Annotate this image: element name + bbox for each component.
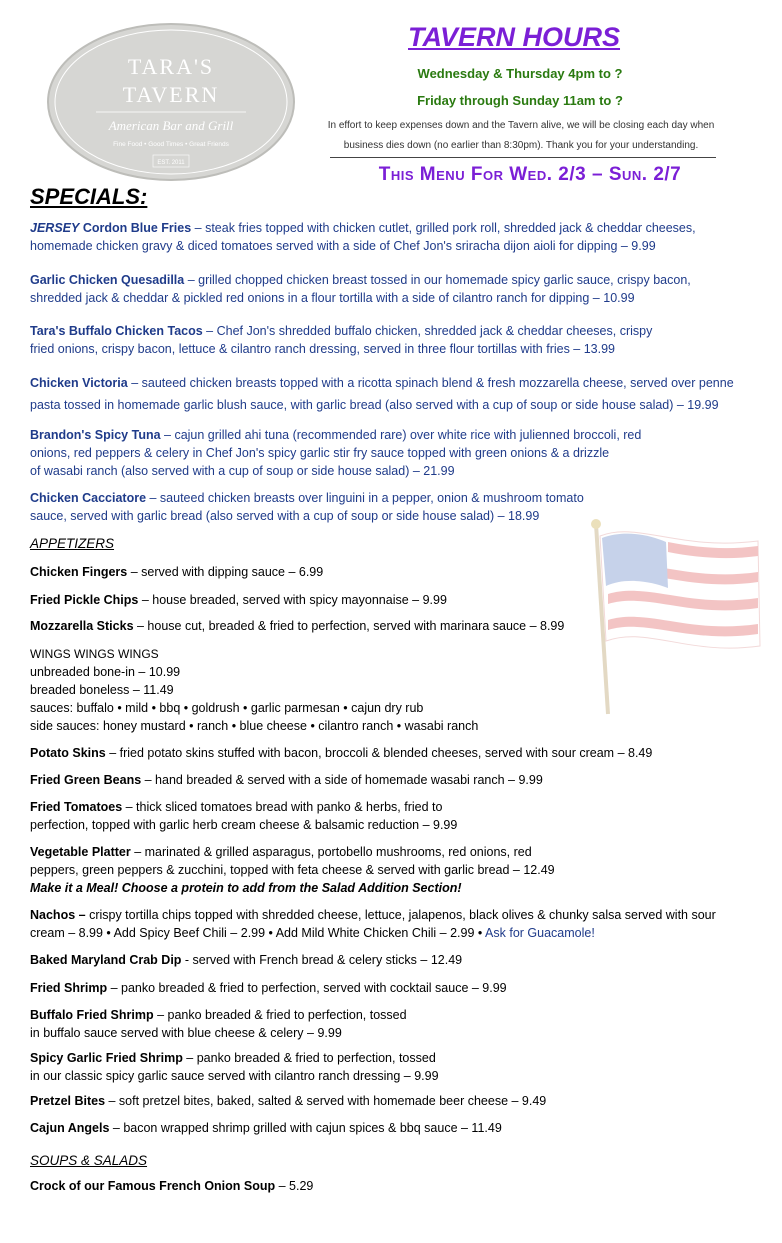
item-name: Cajun Angels <box>30 1121 110 1135</box>
special-chicken-victoria <box>30 374 760 414</box>
logo-est: EST. 2011 <box>157 160 185 166</box>
item-desc: side sauces: honey mustard • ranch • blue cheese • cilantro ranch • wasabi ranch <box>30 719 479 733</box>
special-name: Brandon's Spicy Tuna <box>30 428 161 442</box>
special-name: Chicken Victoria <box>30 376 128 390</box>
item-name: Fried Pickle Chips <box>30 593 139 607</box>
hours-note-line-2: business dies down (no earlier than 8:30pm). Thank you for your understanding. <box>343 140 699 151</box>
item-desc: – fried potato skins stuffed with bacon, broccoli & blended cheeses, served with sour cream – 8.49 <box>105 746 653 760</box>
appetizer-vegetable-platter <box>30 843 760 897</box>
item-desc: in buffalo sauce served with blue cheese & celery – 9.99 <box>30 1026 342 1040</box>
item-desc: cream – 8.99 • Add Spicy Beef Chili – 2.99 • Add Mild White Chicken Chili – 2.99 • <box>30 926 486 940</box>
item-desc: – 5.29 <box>275 1179 314 1193</box>
appetizer-wings <box>30 645 760 735</box>
item-name: Crock of our Famous French Onion Soup <box>30 1179 276 1193</box>
special-name: Garlic Chicken Quesadilla <box>30 273 185 287</box>
appetizer-nachos <box>30 906 760 942</box>
special-desc: – cajun grilled ahi tuna (recommended rare) over white rice with julienned broccoli, red <box>160 428 642 442</box>
appetizer-potato-skins <box>30 744 760 762</box>
special-spicy-tuna <box>30 426 760 480</box>
appetizer-fried-tomatoes <box>30 798 760 834</box>
hours-note-line-1: In effort to keep expenses down and the Tavern alive, we will be closing each day when <box>327 120 715 131</box>
item-desc: – soft pretzel bites, baked, salted & served with homemade beer cheese – 9.49 <box>105 1094 547 1108</box>
appetizer-chicken-fingers <box>30 563 760 581</box>
special-desc: sauce, served with garlic bread (also served with a cup of soup or side house salad) – 18.99 <box>30 509 540 523</box>
hours-note <box>314 116 728 156</box>
item-desc: – panko breaded & fried to perfection, served with cocktail sauce – 9.99 <box>107 981 507 995</box>
item-name: WINGS WINGS WINGS <box>30 647 159 661</box>
soup-french-onion <box>30 1177 760 1195</box>
special-desc: onions, red peppers & celery in Chef Jon's spicy garlic stir fry sauce topped with green onions & a drizzle <box>30 446 610 460</box>
item-desc: – served with dipping sauce – 6.99 <box>127 565 324 579</box>
item-desc: – house breaded, served with spicy mayonnaise – 9.99 <box>138 593 447 607</box>
appetizer-fried-pickle-chips <box>30 591 760 609</box>
logo-tagline: American Bar and Grill <box>108 118 234 133</box>
special-desc: – grilled chopped chicken breast tossed in our homemade spicy garlic sauce, crispy bacon, <box>184 273 691 287</box>
item-name: Baked Maryland Crab Dip <box>30 953 182 967</box>
tavern-logo <box>46 22 296 182</box>
soups-salads-title: SOUPS & SALADS <box>30 1153 148 1168</box>
appetizer-mozzarella-sticks <box>30 617 760 635</box>
appetizer-cajun-angels <box>30 1119 760 1137</box>
special-buffalo-chicken-tacos <box>30 322 760 358</box>
special-desc: shredded jack & cheddar & pickled red onions in a flour tortilla with a side of cilantro ranch for dipping – 10.99 <box>30 291 635 305</box>
item-name: Fried Shrimp <box>30 981 108 995</box>
appetizer-fried-green-beans <box>30 771 760 789</box>
item-note: Make it a Meal! Choose a protein to add from the Salad Addition Section! <box>30 881 462 895</box>
item-name: Fried Tomatoes <box>30 800 123 814</box>
hours-title: TAVERN HOURS <box>408 22 621 52</box>
special-desc: – steak fries topped with chicken cutlet, grilled pork roll, shredded jack & cheddar cheeses, <box>191 221 696 235</box>
hours-line-2: Friday through Sunday 11am to ? <box>417 93 623 108</box>
special-desc: – Chef Jon's shredded buffalo chicken, shredded jack & cheddar cheeses, crispy <box>202 324 653 338</box>
special-desc: of wasabi ranch (also served with a cup of soup or side house salad) – 21.99 <box>30 464 455 478</box>
item-desc: – thick sliced tomatoes bread with panko & herbs, fried to <box>122 800 443 814</box>
item-desc: - served with French bread & celery sticks – 12.49 <box>181 953 463 967</box>
specials-title: SPECIALS: <box>30 184 148 209</box>
appetizer-spicy-garlic-fried-shrimp <box>30 1049 760 1085</box>
item-desc: in our classic spicy garlic sauce served with cilantro ranch dressing – 9.99 <box>30 1069 439 1083</box>
special-name-jersey: JERSEY <box>30 221 80 235</box>
menu-dates: This Menu For Wed. 2/3 – Sun. 2/7 <box>378 164 682 185</box>
hours-line-1: Wednesday & Thursday 4pm to ? <box>417 66 623 81</box>
item-name: Chicken Fingers <box>30 565 128 579</box>
item-name: Fried Green Beans <box>30 773 142 787</box>
item-name: Vegetable Platter <box>30 845 131 859</box>
item-desc: – bacon wrapped shrimp grilled with cajun spices & bbq sauce – 11.49 <box>109 1121 502 1135</box>
special-desc: fried onions, crispy bacon, lettuce & cilantro ranch dressing, served in three flour tortillas with fries – 13.99 <box>30 342 616 356</box>
appetizers-title: APPETIZERS <box>30 536 115 551</box>
item-desc: – house cut, breaded & fried to perfection, served with marinara sauce – 8.99 <box>133 619 565 633</box>
special-garlic-chicken-quesadilla <box>30 271 760 307</box>
appetizer-crab-dip <box>30 951 760 969</box>
appetizer-buffalo-fried-shrimp <box>30 1006 760 1042</box>
appetizer-fried-shrimp <box>30 979 760 997</box>
item-desc: – marinated & grilled asparagus, portobello mushrooms, red onions, red <box>130 845 532 859</box>
hours-divider <box>330 157 716 158</box>
item-desc: perfection, topped with garlic herb cream cheese & balsamic reduction – 9.99 <box>30 818 458 832</box>
item-desc: sauces: buffalo • mild • bbq • goldrush • garlic parmesan • cajun dry rub <box>30 701 424 715</box>
appetizer-pretzel-bites <box>30 1092 760 1110</box>
item-desc: crispy tortilla chips topped with shredded cheese, lettuce, jalapenos, black olives & chunky salsa served with sour <box>85 908 716 922</box>
item-name: Pretzel Bites <box>30 1094 106 1108</box>
item-desc: peppers, green peppers & zucchini, topped with feta cheese & served with garlic bread – 12.49 <box>30 863 555 877</box>
item-desc: – panko breaded & fried to perfection, tossed <box>182 1051 436 1065</box>
logo-subtagline: Fine Food • Good Times • Great Friends <box>113 141 229 148</box>
item-name: Potato Skins <box>30 746 106 760</box>
item-desc: – hand breaded & served with a side of homemade wasabi ranch – 9.99 <box>141 773 543 787</box>
special-desc: pasta tossed in homemade garlic blush sauce, with garlic bread (also served with a cup of soup or side house salad) – 19.99 <box>30 398 719 412</box>
item-name: Nachos – <box>30 908 86 922</box>
special-desc: – sauteed chicken breasts topped with a ricotta spinach blend & fresh mozzarella cheese, served over penne <box>127 376 734 390</box>
special-desc: – sauteed chicken breasts over linguini in a pepper, onion & mushroom tomato <box>146 491 584 505</box>
special-desc: homemade chicken gravy & diced tomatoes served with a side of Chef Jon's sriracha dijon aioli for dipping – 9.99 <box>30 239 656 253</box>
item-note: Ask for Guacamole! <box>485 926 595 940</box>
item-name: Buffalo Fried Shrimp <box>30 1008 154 1022</box>
logo-name-line1: TARA'S <box>127 54 215 79</box>
special-name: Chicken Cacciatore <box>30 491 147 505</box>
item-desc: unbreaded bone-in – 10.99 <box>30 665 181 679</box>
item-desc: breaded boneless – 11.49 <box>30 683 174 697</box>
item-desc: – panko breaded & fried to perfection, tossed <box>153 1008 407 1022</box>
special-name: Tara's Buffalo Chicken Tacos <box>30 324 203 338</box>
item-name: Spicy Garlic Fried Shrimp <box>30 1051 183 1065</box>
special-name: Cordon Blue Fries <box>79 221 192 235</box>
special-cordon-blue-fries <box>30 219 760 255</box>
logo-name-line2: TAVERN <box>122 82 220 107</box>
item-name: Mozzarella Sticks <box>30 619 134 633</box>
